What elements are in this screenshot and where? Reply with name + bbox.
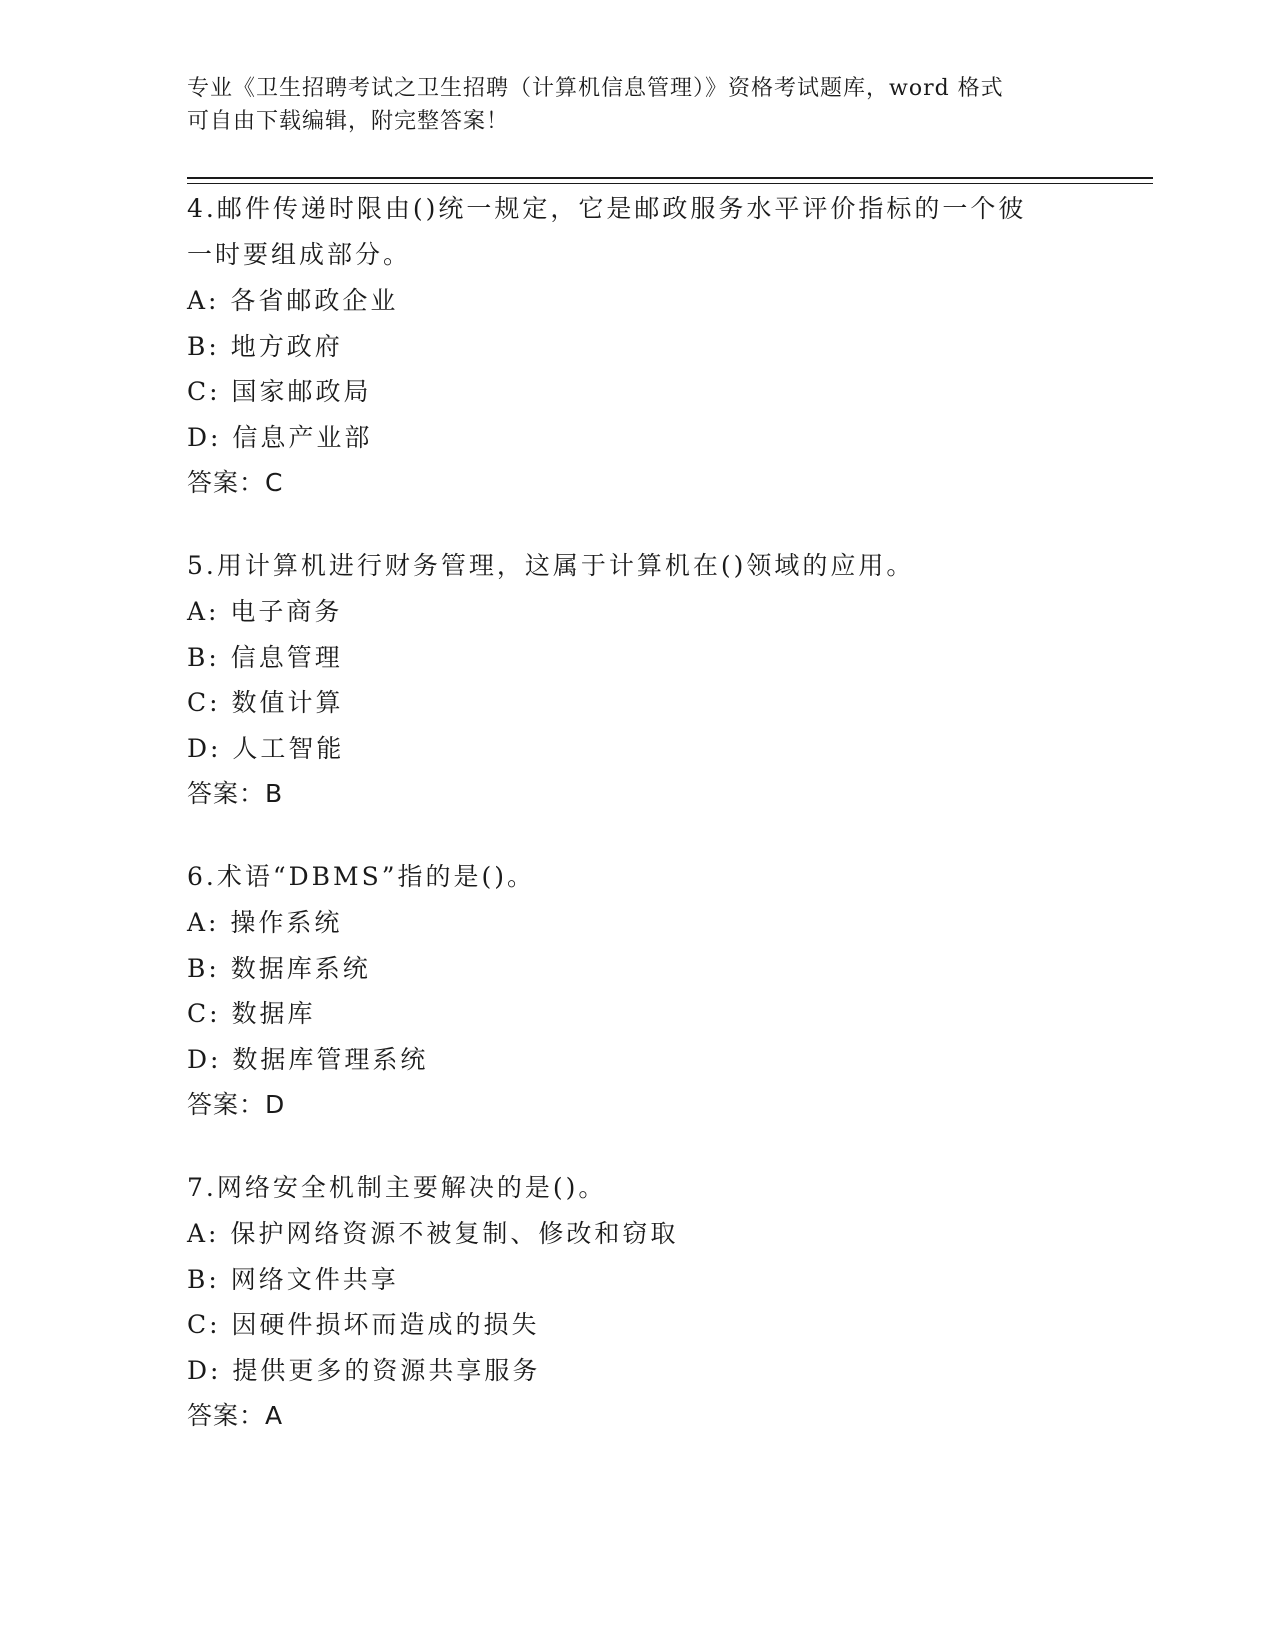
- option-b: B: 地方政府: [187, 331, 343, 361]
- header-line-2: 可自由下载编辑，附完整答案！: [187, 109, 510, 134]
- question-stem-line: 5.用计算机进行财务管理，这属于计算机在()领域的应用。: [187, 551, 915, 580]
- option-b: B: 数据库系统: [187, 953, 371, 983]
- option-c: C: 数据库: [187, 999, 316, 1028]
- question-stem-line: 7.网络安全机制主要解决的是()。: [187, 1173, 607, 1202]
- option-d: D: 人工智能: [187, 733, 345, 763]
- answer-line: 答案：C: [187, 468, 284, 497]
- question-6: [187, 854, 1087, 1128]
- header-divider-thin: [187, 183, 1153, 184]
- question-stem-line: 6.术语“DBMS”指的是()。: [187, 862, 536, 891]
- option-c: C: 国家邮政局: [187, 377, 372, 406]
- option-c: C: 数值计算: [187, 688, 344, 717]
- option-a: A: 各省邮政企业: [187, 286, 399, 315]
- question-stem-line: 4.邮件传递时限由()统一规定，它是邮政服务水平评价指标的一个彼: [187, 194, 1027, 223]
- option-a: A: 电子商务: [187, 597, 343, 626]
- answer-line: 答案：D: [187, 1090, 286, 1119]
- answer-line: 答案：B: [187, 779, 284, 808]
- question-stem-line: 一时要组成部分。: [187, 240, 412, 269]
- question-7: [187, 1165, 1087, 1439]
- option-d: D: 信息产业部: [187, 422, 373, 452]
- option-b: B: 网络文件共享: [187, 1264, 399, 1294]
- option-d: D: 提供更多的资源共享服务: [187, 1355, 541, 1385]
- question-list: [187, 186, 1087, 1476]
- question-4: [187, 186, 1087, 506]
- option-a: A: 操作系统: [187, 908, 343, 937]
- option-b: B: 信息管理: [187, 642, 343, 672]
- option-a: A: 保护网络资源不被复制、修改和窃取: [187, 1219, 679, 1248]
- document-header: [187, 72, 1067, 138]
- option-c: C: 因硬件损坏而造成的损失: [187, 1310, 540, 1339]
- header-divider-thick: [187, 177, 1153, 179]
- option-d: D: 数据库管理系统: [187, 1044, 429, 1074]
- question-5: [187, 543, 1087, 817]
- answer-line: 答案：A: [187, 1401, 284, 1430]
- header-line-1: 专业《卫生招聘考试之卫生招聘（计算机信息管理）》资格考试题库，word 格式: [187, 76, 1004, 101]
